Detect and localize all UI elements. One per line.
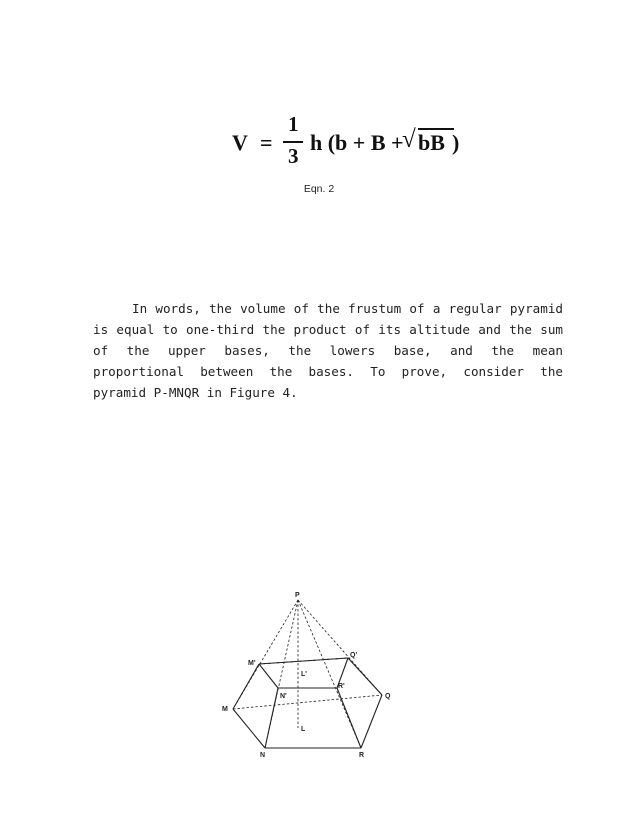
label-m: M [222,706,228,713]
pyramid-diagram [215,588,400,763]
label-r: R [359,752,365,759]
label-r-prime: R' [338,683,345,690]
fraction-denominator: 3 [288,144,299,168]
equation-equals: = [260,130,273,155]
base-edge-r-q [361,695,382,748]
label-l: L [301,726,306,733]
label-n: N [260,752,266,759]
label-n-prime: N' [280,693,287,700]
equation-lhs: V [232,130,248,155]
lateral-edge-n-prime-n [265,688,278,748]
fraction-bar [283,141,303,143]
equation-terms: h (b + B + [310,130,404,155]
equation-caption: Eqn. 2 [303,183,335,195]
equation-close-paren: ) [452,130,460,155]
label-m-prime: M' [248,660,256,667]
dashed-edges [233,600,382,748]
volume-equation [230,112,480,174]
frustum-edge-m-prime-n-prime [259,664,278,688]
body-paragraph: In words, the volume of the frustum of a regular pyramid is equal to one-third the product of its altitude and the sum of the upper bases, the lowers base, and the mean proportional between the bases. To prove, consider the pyramid P-MNQR in Figure 4. [93,301,563,400]
pyramid-figure [215,588,400,763]
frustum-edge-m-prime-q-prime [259,658,348,664]
lateral-edge-r-prime-r [337,688,361,748]
lateral-edge-m-prime-m [233,664,259,709]
square-root-symbol: √ [402,126,416,153]
radicand: bB [418,130,445,155]
lateral-edge-q-prime-q [348,658,382,695]
label-p: P [295,592,300,599]
base-edge-m-n [233,709,265,748]
label-q: Q [385,693,391,700]
fraction-numerator: 1 [288,112,299,136]
lower-base-hidden-edge [233,695,382,709]
label-q-prime: Q' [350,652,358,659]
label-l-prime: L' [301,671,307,678]
